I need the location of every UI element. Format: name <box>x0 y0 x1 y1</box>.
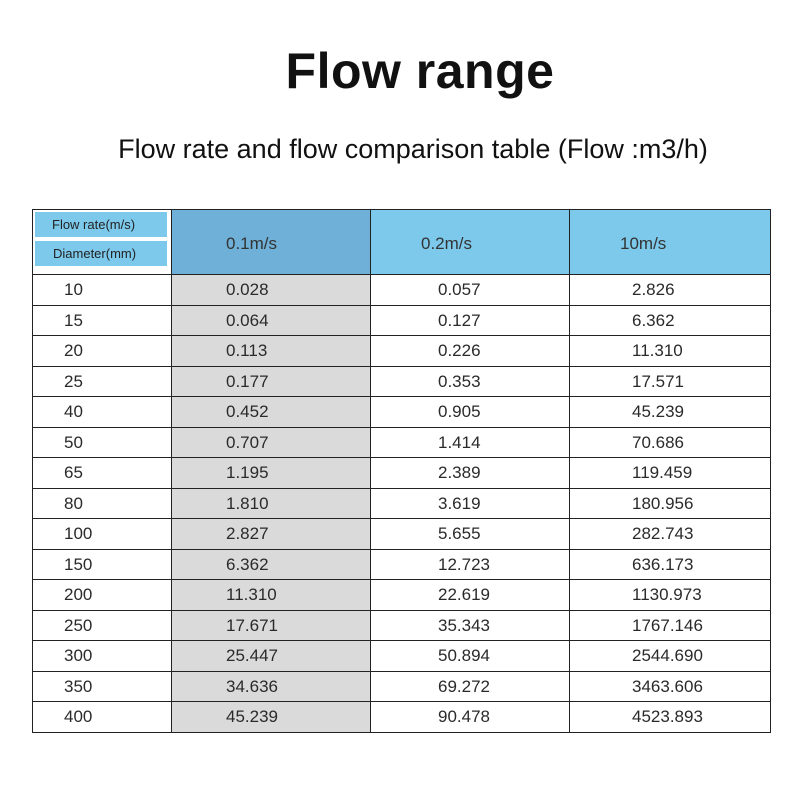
flow-10-cell: 17.571 <box>570 366 771 397</box>
header-row <box>33 210 771 275</box>
flow-10-cell: 3463.606 <box>570 671 771 702</box>
table-row <box>33 580 771 611</box>
flow-10-cell: 45.239 <box>570 397 771 428</box>
flow-0-2-cell: 12.723 <box>371 549 570 580</box>
flow-0-1-cell: 17.671 <box>172 610 371 641</box>
diameter-cell: 300 <box>33 641 172 672</box>
flow-0-1-cell: 6.362 <box>172 549 371 580</box>
flow-0-2-cell: 22.619 <box>371 580 570 611</box>
diameter-cell: 65 <box>33 458 172 489</box>
diameter-cell: 80 <box>33 488 172 519</box>
flow-0-2-cell: 69.272 <box>371 671 570 702</box>
diameter-cell: 15 <box>33 305 172 336</box>
header-corner-cell <box>33 210 172 275</box>
column-header-10: 10m/s <box>570 210 771 275</box>
diameter-cell: 20 <box>33 336 172 367</box>
table-row <box>33 275 771 306</box>
diameter-cell: 25 <box>33 366 172 397</box>
diameter-cell: 150 <box>33 549 172 580</box>
table-row <box>33 610 771 641</box>
flow-0-2-cell: 35.343 <box>371 610 570 641</box>
table-row <box>33 397 771 428</box>
table-row <box>33 305 771 336</box>
flow-0-1-cell: 1.195 <box>172 458 371 489</box>
flow-0-1-cell: 34.636 <box>172 671 371 702</box>
flow-0-1-cell: 0.113 <box>172 336 371 367</box>
flow-0-2-cell: 0.905 <box>371 397 570 428</box>
table-row <box>33 427 771 458</box>
flow-0-2-cell: 1.414 <box>371 427 570 458</box>
flow-rate-header-label: Flow rate(m/s) <box>35 212 167 237</box>
flow-0-1-cell: 0.028 <box>172 275 371 306</box>
flow-0-1-cell: 0.177 <box>172 366 371 397</box>
flow-10-cell: 636.173 <box>570 549 771 580</box>
diameter-cell: 400 <box>33 702 172 733</box>
table-row <box>33 549 771 580</box>
flow-10-cell: 6.362 <box>570 305 771 336</box>
flow-0-1-cell: 1.810 <box>172 488 371 519</box>
flow-10-cell: 70.686 <box>570 427 771 458</box>
flow-10-cell: 1130.973 <box>570 580 771 611</box>
page-title: Flow range <box>285 43 555 99</box>
table-row <box>33 671 771 702</box>
table-header <box>33 210 771 275</box>
flow-0-1-cell: 0.064 <box>172 305 371 336</box>
flow-0-1-cell: 11.310 <box>172 580 371 611</box>
flow-0-1-cell: 0.707 <box>172 427 371 458</box>
flow-0-2-cell: 2.389 <box>371 458 570 489</box>
page-subtitle: Flow rate and flow comparison table (Flow :m3/h) <box>118 134 708 164</box>
table-row <box>33 641 771 672</box>
column-header-0-1: 0.1m/s <box>172 210 371 275</box>
flow-0-1-cell: 45.239 <box>172 702 371 733</box>
column-header-0-2: 0.2m/s <box>371 210 570 275</box>
flow-0-2-cell: 50.894 <box>371 641 570 672</box>
diameter-cell: 200 <box>33 580 172 611</box>
flow-comparison-table-container <box>32 209 770 733</box>
flow-0-1-cell: 0.452 <box>172 397 371 428</box>
table-row <box>33 519 771 550</box>
flow-10-cell: 4523.893 <box>570 702 771 733</box>
flow-0-1-cell: 25.447 <box>172 641 371 672</box>
diameter-cell: 40 <box>33 397 172 428</box>
diameter-cell: 100 <box>33 519 172 550</box>
flow-0-2-cell: 0.226 <box>371 336 570 367</box>
table-row <box>33 366 771 397</box>
diameter-header-label: Diameter(mm) <box>35 241 167 266</box>
flow-0-2-cell: 90.478 <box>371 702 570 733</box>
flow-0-2-cell: 5.655 <box>371 519 570 550</box>
flow-10-cell: 1767.146 <box>570 610 771 641</box>
table-row <box>33 488 771 519</box>
diameter-cell: 350 <box>33 671 172 702</box>
flow-10-cell: 180.956 <box>570 488 771 519</box>
flow-0-2-cell: 3.619 <box>371 488 570 519</box>
table-row <box>33 702 771 733</box>
flow-0-2-cell: 0.353 <box>371 366 570 397</box>
flow-10-cell: 11.310 <box>570 336 771 367</box>
flow-0-2-cell: 0.057 <box>371 275 570 306</box>
flow-10-cell: 2544.690 <box>570 641 771 672</box>
diameter-cell: 50 <box>33 427 172 458</box>
table-row <box>33 458 771 489</box>
flow-10-cell: 119.459 <box>570 458 771 489</box>
flow-comparison-table <box>32 209 771 733</box>
flow-10-cell: 2.826 <box>570 275 771 306</box>
flow-10-cell: 282.743 <box>570 519 771 550</box>
table-row <box>33 336 771 367</box>
diameter-cell: 10 <box>33 275 172 306</box>
flow-0-1-cell: 2.827 <box>172 519 371 550</box>
flow-0-2-cell: 0.127 <box>371 305 570 336</box>
diameter-cell: 250 <box>33 610 172 641</box>
table-body <box>33 275 771 733</box>
